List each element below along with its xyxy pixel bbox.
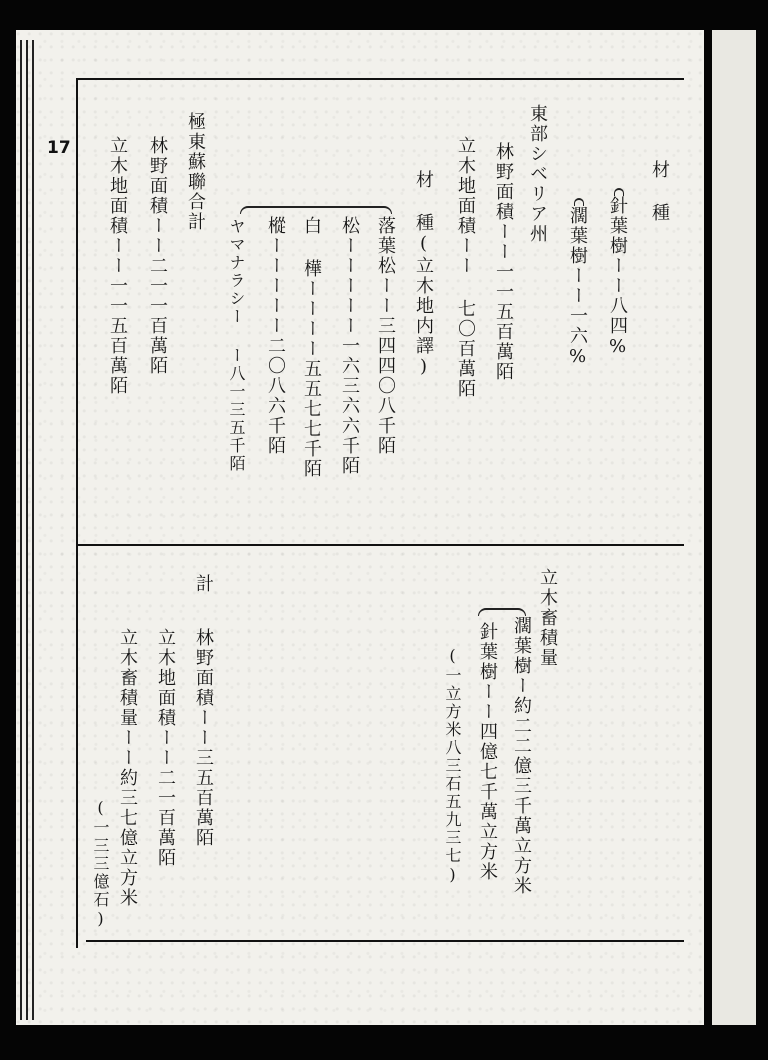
region-title: 東部シベリア州 [527, 104, 548, 244]
total-label: 計 [193, 574, 214, 594]
forest-area: 林野面積ーー一一五百萬陌 [493, 142, 514, 382]
species-bracket [240, 206, 392, 214]
stand-area: 立木地面積ーー 七〇百萬陌 [455, 136, 476, 399]
stock-title: 立木畜積量 [537, 568, 558, 668]
species-row: 松ーーーーー一六三六六千陌 [339, 216, 360, 476]
total-stock: 立木畜積量ーー約三七億立方米 [117, 628, 138, 908]
binding-edge-line [32, 40, 34, 1020]
left-border-line [76, 78, 78, 948]
species-row: 樅ーーーーー二〇八六千陌 [265, 216, 286, 456]
total-forest-area: 林野面積ーー三五百萬陌 [193, 628, 214, 848]
far-east-title: 極東蘇聯合計 [185, 112, 206, 232]
material-header: 材 種 [649, 160, 670, 223]
bracket [614, 188, 624, 196]
conifer-ratio: 針葉樹ーー八四% [607, 196, 628, 359]
adjacent-page-edge [712, 30, 756, 1025]
stock-bracket [478, 608, 526, 616]
broadleaf-ratio: 濶葉樹ーー一六% [567, 206, 588, 369]
top-border-line [76, 78, 684, 80]
far-east-stand-area: 立木地面積ーー一一五百萬陌 [107, 136, 128, 396]
species-row: ヤマナラシー ー八一三五千陌 [227, 218, 246, 473]
species-row: 白 樺ーーーー五五七七千陌 [301, 216, 322, 479]
far-east-forest-area: 林野面積ーー二一一百萬陌 [147, 136, 168, 376]
bottom-border-line [86, 940, 684, 942]
bracket [574, 198, 584, 206]
page-number: 17 [47, 138, 71, 158]
broadleaf-stock: 濶葉樹ー約二二億三千萬立方米 [511, 616, 532, 896]
breakdown-header: 材 種(立木地内譯) [413, 170, 434, 379]
species-row: 落葉松ーー三四四〇八千陌 [375, 216, 396, 456]
section-divider-line [76, 544, 684, 546]
total-stand-area: 立木地面積ーー二一百萬陌 [155, 628, 176, 868]
binding-edge-line [20, 40, 22, 1020]
conversion-note: (一立方米八三石五九三七) [443, 646, 462, 886]
total-stock-koku: (一三三億石) [91, 798, 110, 930]
conifer-stock: 針葉樹ーー四億七千萬立方米 [477, 622, 498, 882]
binding-edge-line [26, 40, 28, 1020]
